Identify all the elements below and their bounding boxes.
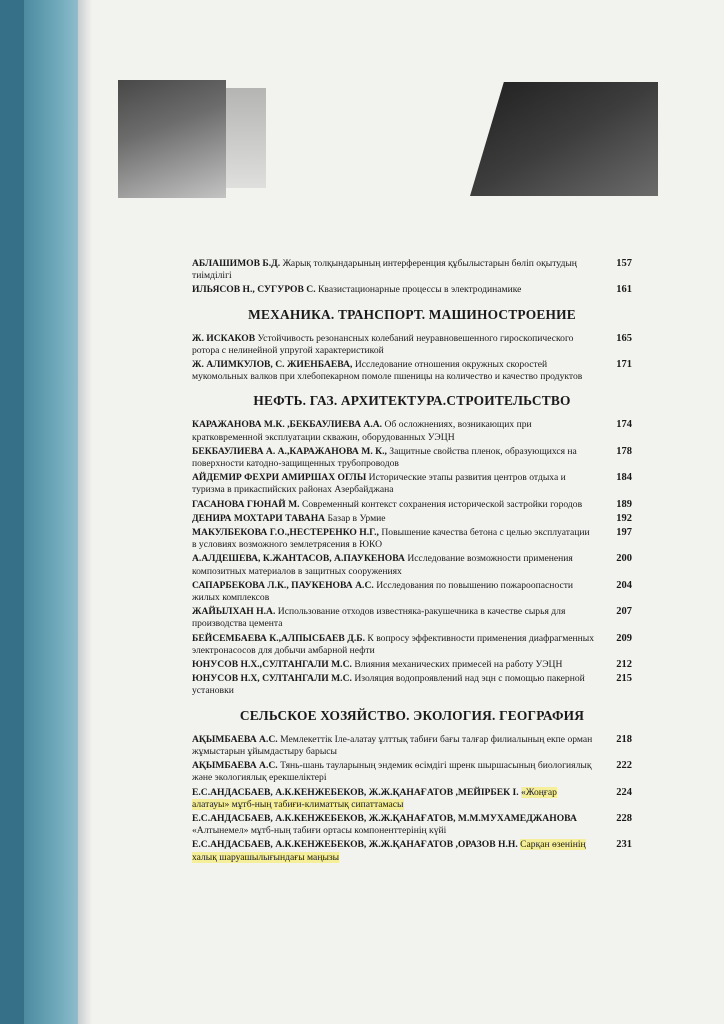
entry-authors: ГАСАНОВА ГЮНАЙ М. [192, 498, 300, 510]
entry-title: Жарық толқындарының интерференция құбылыстарын бөліп оқытудың тиімділігі [192, 258, 577, 282]
toc-entry [192, 734, 632, 758]
book-cover-edge [0, 0, 24, 1024]
entry-page: 184 [616, 472, 632, 484]
entry-title: Устойчивость резонансных колебаний неуравновешенного гироскопического ротора с нелинейной упругой характеристикой [192, 332, 574, 356]
toc-entry [192, 673, 632, 697]
entry-title: Исследования по повышению пожароопасности жилых комплексов [192, 579, 574, 604]
entry-authors: КАРАЖАНОВА М.К. ,БЕКБАУЛИЕВА А.А. [192, 419, 383, 431]
entry-title: Повышение качества бетона с целью эксплуатации в условиях возможного землетрясения в ЮКО [192, 527, 590, 551]
entry-title: Защитные свойства пленок, образующихся на поверхности катодно-защищенных трубопроводов [192, 445, 577, 470]
book-cover-shadow [24, 0, 78, 1024]
toc-entry [192, 419, 632, 443]
section-heading: МЕХАНИКА. ТРАНСПОРТ. МАШИНОСТРОЕНИЕ [248, 306, 576, 322]
entry-page: 224 [616, 786, 632, 798]
toc-entry [192, 760, 632, 784]
entry-title: Исследование возможности применения композитных материалов в защитных сооружениях [192, 553, 573, 577]
entry-title: «Алтынемел» мұтб-ның табиғи ортасы компоненттерінің күйі [192, 825, 447, 837]
toc-entry [192, 813, 632, 837]
toc-entry [192, 284, 632, 296]
entry-page: 171 [616, 359, 632, 371]
entry-page: 161 [616, 284, 632, 296]
toc-entry [192, 787, 632, 811]
entry-authors: МАКУЛБЕКОВА Г.О.,НЕСТЕРЕНКО Н.Г., [192, 527, 379, 539]
entry-title: Об осложнениях, возникающих при кратковременной эксплуатации скважин, оборудованных УЭЦН [192, 419, 532, 443]
entry-page: 207 [616, 606, 632, 618]
toc-entry [192, 527, 632, 551]
entry-page: 212 [616, 659, 632, 671]
toc-section [192, 708, 632, 864]
entry-title: Сарқан өзенінің халық шаруашылығындағы маңызы [192, 839, 586, 863]
entry-page: 200 [616, 553, 632, 565]
toc-section [192, 307, 632, 384]
entry-page: 192 [616, 512, 632, 524]
entry-authors: АҚЫМБАЕВА А.С. [192, 760, 278, 772]
entry-page: 157 [616, 258, 632, 269]
entry-authors: ИЛЬЯСОВ Н., СУГУРОВ С. [192, 284, 316, 296]
toc-entry [192, 553, 632, 577]
entry-authors: ДЕНИРА МОХТАРИ ТАВАНА [192, 512, 326, 524]
entry-authors: Ж. ИСКАКОВ [192, 332, 256, 344]
entry-title: Изоляция водопроявлений над эцн с помощью пакерной установки [192, 673, 585, 697]
entry-title: Тянь-шань тауларының эндемик өсімдігі шренк шыршасының биологиялық және экологиялық ерекшеліктері [192, 760, 592, 784]
entry-authors: АҚЫМБАЕВА А.С. [192, 733, 278, 745]
page-gutter [78, 0, 92, 1024]
entry-authors: А.АЛДЕШЕВА, К.ЖАНТАСОВ, А.ПАУКЕНОВА [192, 553, 405, 565]
entry-title: Исторические этапы развития центров отдыха и туризма в прикаспийских районах Азербайджана [192, 472, 566, 496]
entry-authors: Е.С.АНДАСБАЕВ, А.К.КЕНЖЕБЕКОВ, Ж.Ж.ҚАНАҒАТОВ, М.М.МУХАМЕДЖАНОВА [192, 812, 577, 824]
toc-entry [192, 606, 632, 630]
entry-page: 204 [616, 579, 632, 591]
entry-title: Использование отходов известняка-ракушечника в качестве сырья для производства цемента [192, 606, 566, 630]
entry-page: 209 [616, 632, 632, 644]
entry-authors: ЖАЙЫЛХАН Н.А. [192, 606, 276, 618]
entry-title: Базар в Урмие [327, 512, 386, 524]
toc-entry [192, 333, 632, 357]
entry-page: 189 [616, 498, 632, 510]
entry-title: Мемлекеттік Іле-алатау ұлттық табиғи бағы талғар филиалының екпе орман жұмыстарын ұйымдастыру барысы [192, 733, 593, 757]
toc-entry [192, 659, 632, 671]
entry-authors: АЙДЕМИР ФЕХРИ АМИРШАХ ОГЛЫ [192, 472, 367, 484]
entry-page: 228 [616, 812, 632, 824]
entry-page: 197 [616, 527, 632, 539]
entry-authors: Е.С.АНДАСБАЕВ, А.К.КЕНЖЕБЕКОВ, Ж.Ж.ҚАНАҒАТОВ ,ОРАЗОВ Н.Н. [192, 839, 518, 851]
table-of-contents [192, 258, 632, 866]
entry-page: 222 [616, 760, 632, 772]
photo-left-fade [226, 88, 266, 188]
toc-entry [192, 839, 632, 863]
entry-authors: Ж. АЛИМКУЛОВ, С. ЖИЕНБАЕВА, [192, 359, 353, 371]
toc-entry [192, 633, 632, 657]
section-heading: СЕЛЬСКОЕ ХОЗЯЙСТВО. ЭКОЛОГИЯ. ГЕОГРАФИЯ [239, 707, 585, 723]
entry-page: 174 [616, 419, 632, 431]
entry-title: Квазистационарные процессы в электродинамике [318, 284, 522, 296]
entry-title: К вопросу эффективности применения диафрагменных электронасосов для добычи амбарной нефти [192, 632, 595, 656]
entry-authors: БЕЙСЕМБАЕВА К.,АЛПЫСБАЕВ Д.Б. [192, 632, 365, 644]
entry-page: 218 [616, 733, 632, 745]
toc-entry [192, 359, 632, 383]
entry-authors: БЕКБАУЛИЕВА А. А.,КАРАЖАНОВА М. К., [192, 445, 387, 457]
entry-authors: ЮНУСОВ Н.Х.,СУЛТАНГАЛИ М.С. [192, 659, 352, 671]
photo-left [118, 80, 226, 198]
toc-section [192, 393, 632, 697]
entry-authors: ЮНУСОВ Н.Х, СУЛТАНГАЛИ М.С. [192, 673, 352, 685]
toc-entry [192, 499, 632, 511]
toc-section [192, 258, 632, 297]
entry-title: Влияния механических примесей на работу УЭЦН [354, 659, 563, 671]
entry-authors: АБЛАШИМОВ Б.Д. [192, 258, 281, 269]
toc-entry [192, 472, 632, 496]
toc-entry [192, 258, 632, 282]
entry-title: Исследование отношения окружных скоростей мукомольных валков при хлебопекарном помоле пшеницы на количество и качество продуктов [192, 359, 583, 383]
entry-page: 165 [616, 332, 632, 344]
entry-page: 231 [616, 839, 632, 851]
toc-entry [192, 446, 632, 470]
entry-page: 178 [616, 445, 632, 457]
entry-title: «Жоңғар алатауы» мұтб-ның табиғи-климаттық сипаттамасы [192, 786, 557, 810]
section-heading: НЕФТЬ. ГАЗ. АРХИТЕКТУРА.СТРОИТЕЛЬСТВО [253, 393, 571, 409]
entry-authors: САПАРБЕКОВА Л.К., ПАУКЕНОВА А.С. [192, 579, 374, 591]
entry-authors: Е.С.АНДАСБАЕВ, А.К.КЕНЖЕБЕКОВ, Ж.Ж.ҚАНАҒАТОВ ,МЕЙІРБЕК І. [192, 786, 519, 798]
entry-title: Современный контекст сохранения исторической застройки городов [301, 498, 583, 510]
toc-entry [192, 513, 632, 525]
toc-entry [192, 580, 632, 604]
entry-page: 215 [616, 673, 632, 685]
